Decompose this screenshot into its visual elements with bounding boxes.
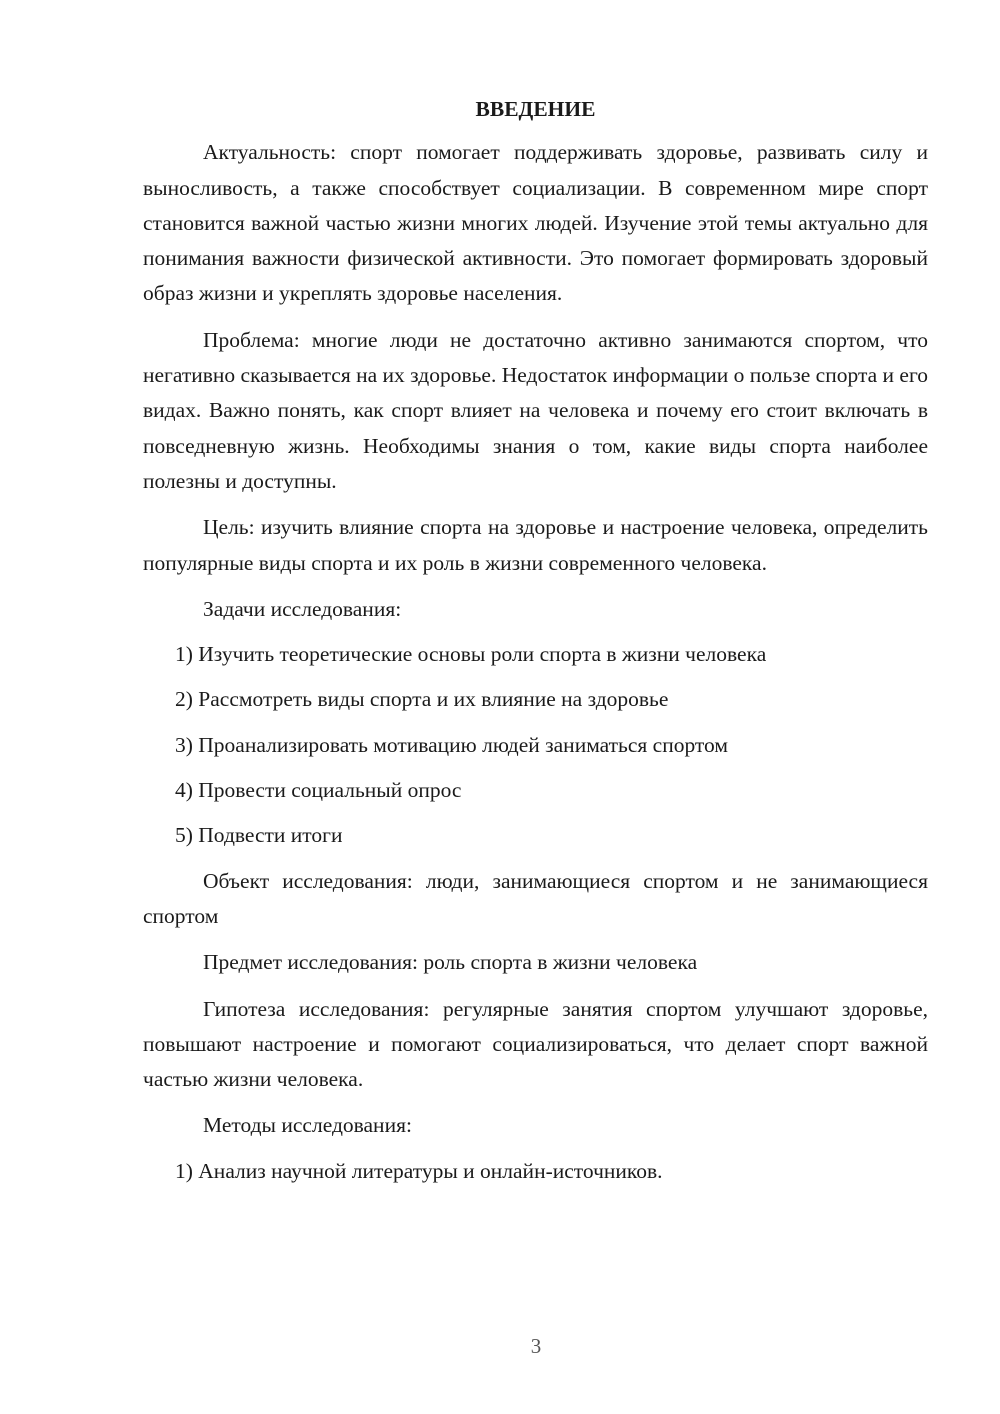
problem-paragraph: Проблема: многие люди не достаточно активно занимаются спортом, что негативно сказывается на их здоровье. Недостаток информации о пользе спорта и его видах. Важно понять, как спорт влияет на человека и почему его стоит включать в повседневную жизнь. Необходимы знания о том, какие виды спорта наиболее полезны и доступны. [143,327,928,493]
document-page [143,92,928,1199]
methods-label: Методы исследования: [203,1113,412,1138]
task-item: 4) Провести социальный опрос [175,778,462,803]
subject-paragraph: Предмет исследования: роль спорта в жизни человека [203,950,698,975]
page-number: 3 [530,1334,542,1358]
task-item: 2) Рассмотреть виды спорта и их влияние на здоровье [175,687,669,712]
page-title: ВВЕДЕНИЕ [475,97,596,121]
task-item: 5) Подвести итоги [175,823,343,848]
method-item: 1) Анализ научной литературы и онлайн-источников. [175,1158,663,1183]
tasks-label: Задачи исследования: [203,596,402,621]
task-item: 1) Изучить теоретические основы роли спорта в жизни человека [175,642,767,667]
hypothesis-paragraph: Гипотеза исследования: регулярные занятия спортом улучшают здоровье, повышают настроение и помогают социализироваться, что делает спорт важной частью жизни человека. [143,996,928,1092]
goal-paragraph: Цель: изучить влияние спорта на здоровье и настроение человека, определить популярные виды спорта и их роль в жизни современного человека. [143,515,928,575]
relevance-paragraph: Актуальность: спорт помогает поддерживать здоровье, развивать силу и выносливость, а также способствует социализации. В современном мире спорт становится важной частью жизни многих людей. Изучение этой темы актуально для понимания важности физической активности. Это помогает формировать здоровый образ жизни и укреплять здоровье населения. [143,140,928,306]
object-paragraph: Объект исследования: люди, занимающиеся спортом и не занимающиеся спортом [143,868,928,928]
task-item: 3) Проанализировать мотивацию людей заниматься спортом [175,732,728,757]
